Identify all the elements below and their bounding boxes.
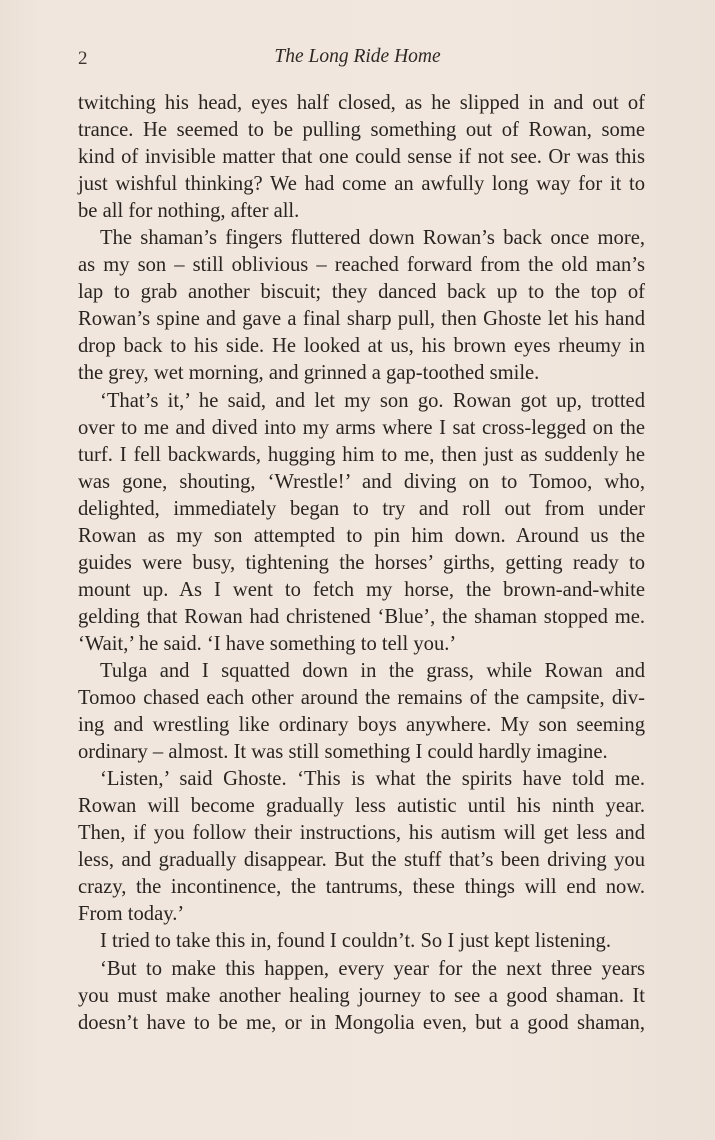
text-line: just wishful thinking? We had come an awfully long way for it to [78, 173, 645, 196]
text-line: ‘Wait,’ he said. ‘I have something to tell you.’ [78, 632, 457, 655]
text-line: I tried to take this in, found I couldn’t. So I just kept listening. [100, 930, 611, 953]
text-line: ordinary – almost. It was still something I could hardly imagine. [78, 741, 608, 764]
text-line: as my son – still oblivious – reached forward from the old man’s [78, 254, 645, 277]
text-line: over to me and dived into my arms where I sat cross-legged on the [78, 416, 645, 439]
text-line: kind of invisible matter that one could sense if not see. Or was this [78, 146, 645, 169]
text-line: less, and gradually disappear. But the stuff that’s been driving you [78, 849, 645, 872]
text-line: you must make another healing journey to see a good shaman. It [78, 984, 645, 1007]
text-line: be all for nothing, after all. [78, 200, 300, 223]
text-line: Rowan as my son attempted to pin him down. Around us the [78, 524, 645, 547]
text-line: gelding that Rowan had christened ‘Blue’, the shaman stopped me. [78, 605, 645, 628]
text-line: drop back to his side. He looked at us, his brown eyes rheumy in [78, 335, 645, 358]
text-line: ‘That’s it,’ he said, and let my son go. Rowan got up, trotted [100, 389, 645, 412]
text-line: crazy, the incontinence, the tantrums, these things will end now. [78, 876, 645, 899]
text-line: Rowan will become gradually less autistic until his ninth year. [78, 795, 645, 818]
text-line: delighted, immediately began to try and roll out from under [78, 497, 645, 520]
text-line: mount up. As I went to fetch my horse, the brown-and-white [78, 578, 645, 601]
text-line: ‘Listen,’ said Ghoste. ‘This is what the spirits have told me. [100, 768, 645, 791]
running-head [0, 46, 715, 72]
text-line: turf. I fell backwards, hugging him to me, then just as suddenly he [78, 443, 645, 466]
text-line: Tulga and I squatted down in the grass, while Rowan and [100, 659, 645, 682]
text-line: From today.’ [78, 903, 185, 926]
text-line: the grey, wet morning, and grinned a gap-toothed smile. [78, 362, 540, 385]
body-text [78, 90, 645, 1037]
text-line: Then, if you follow their instructions, his autism will get less and [78, 822, 645, 845]
text-line: guides were busy, tightening the horses’ girths, getting ready to [78, 551, 645, 574]
text-line: The shaman’s fingers fluttered down Rowan’s back once more, [100, 227, 645, 250]
text-line: ‘But to make this happen, every year for the next three years [100, 957, 645, 980]
text-line: doesn’t have to be me, or in Mongolia even, but a good shaman, [78, 1011, 645, 1034]
text-line: Tomoo chased each other around the remains of the campsite, div- [78, 687, 645, 710]
page-number: 2 [78, 48, 88, 69]
text-line: ing and wrestling like ordinary boys anywhere. My son seeming [78, 714, 645, 737]
text-line: Rowan’s spine and gave a final sharp pull, then Ghoste let his hand [78, 308, 645, 331]
text-line: was gone, shouting, ‘Wrestle!’ and diving on to Tomoo, who, [78, 470, 645, 493]
book-title: The Long Ride Home [274, 46, 441, 67]
text-line: lap to grab another biscuit; they danced back up to the top of [78, 281, 645, 304]
text-line: twitching his head, eyes half closed, as he slipped in and out of [78, 92, 645, 114]
text-line: trance. He seemed to be pulling something out of Rowan, some [78, 119, 645, 142]
